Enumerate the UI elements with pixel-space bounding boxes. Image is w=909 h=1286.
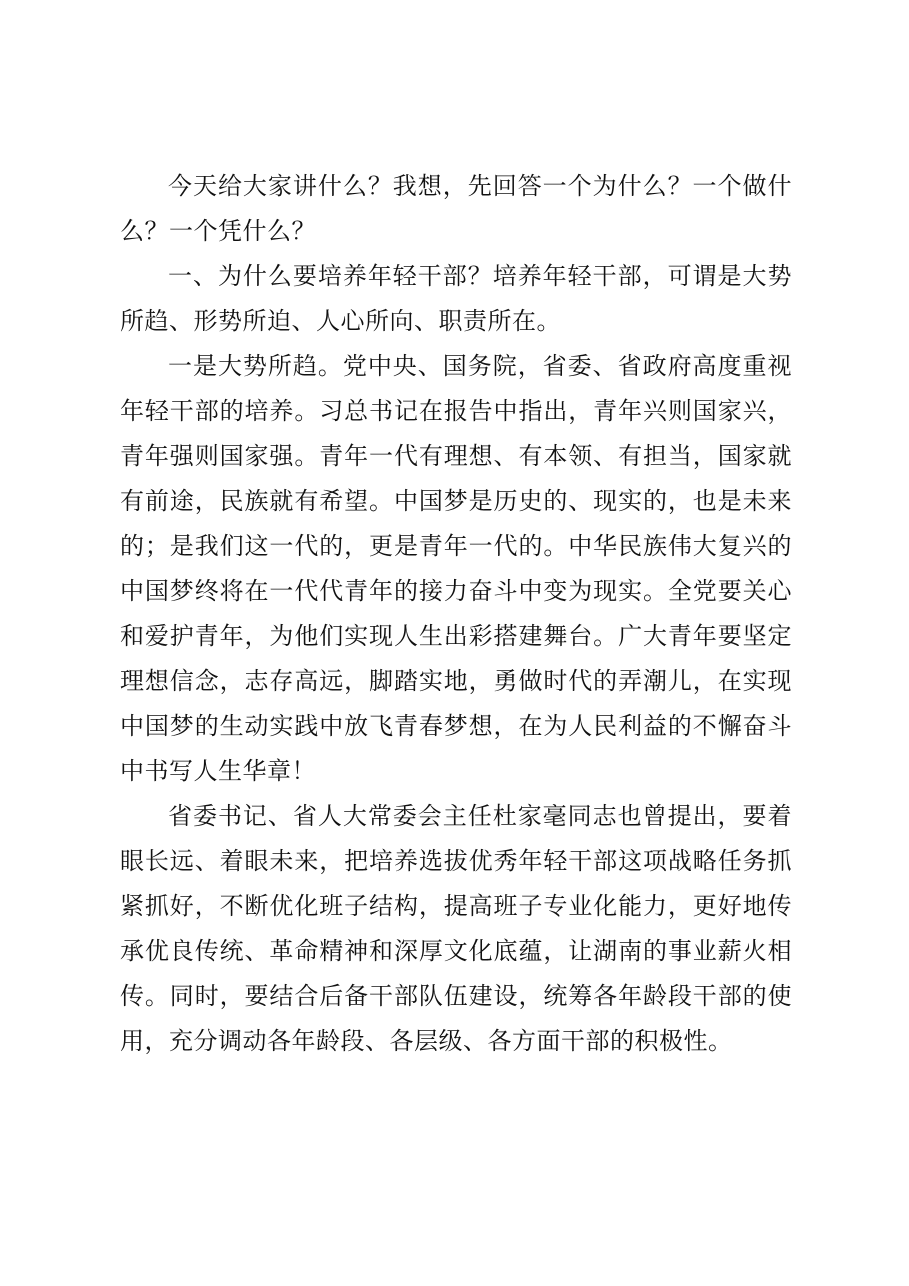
paragraph-provincial-secretary: 省委书记、省人大常委会主任杜家毫同志也曾提出，要着眼长远、着眼未来，把培养选拔优秀年轻干部这项战略任务抓紧抓好，不断优化班子结构，提高班子专业化能力，更好地传承优良传统、革命精神和深厚文化底蕴，让湖南的事业薪火相传。同时，要结合后备干部队伍建设，统筹各年龄段干部的使用，充分调动各年龄段、各层级、各方面干部的积极性。 xyxy=(120,802,792,1055)
paragraph-intro: 今天给大家讲什么？我想，先回答一个为什么？一个做什么？一个凭什么？ xyxy=(120,172,792,245)
paragraph-trend: 一是大势所趋。党中央、国务院，省委、省政府高度重视年轻干部的培养。习总书记在报告中指出，青年兴则国家兴，青年强则国家强。青年一代有理想、有本领、有担当，国家就有前途，民族就有希望。中国梦是历史的、现实的，也是未来的；是我们这一代的，更是青年一代的。中华民族伟大复兴的中国梦终将在一代代青年的接力奋斗中变为现实。全党要关心和爱护青年，为他们实现人生出彩搭建舞台。广大青年要坚定理想信念，志存高远，脚踏实地，勇做时代的弄潮儿，在实现中国梦的生动实践中放飞青春梦想，在为人民利益的不懈奋斗中书写人生华章！ xyxy=(120,352,792,785)
document-body xyxy=(120,164,792,1064)
paragraph-section-one-heading: 一、为什么要培养年轻干部？培养年轻干部，可谓是大势所趋、形势所迫、人心所向、职责所在。 xyxy=(120,262,792,335)
